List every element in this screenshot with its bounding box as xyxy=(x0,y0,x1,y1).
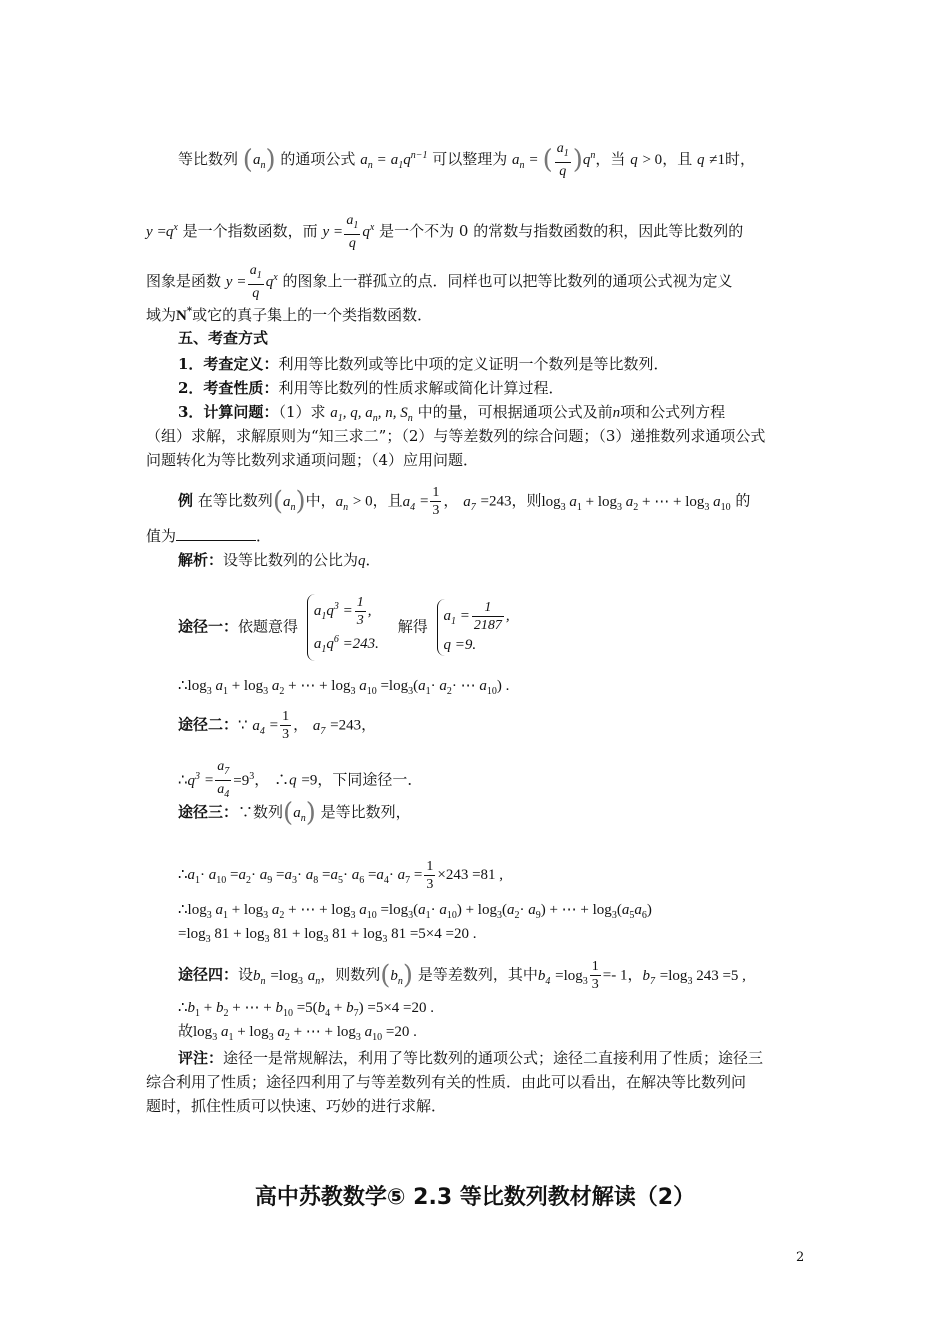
example-line-2: 值为 ． xyxy=(146,527,272,545)
footer-title: 高中苏教数学⑤ 2.3 等比数列教材解读（2） xyxy=(254,1185,696,1210)
comment-line-3: 题时，抓住性质可以快速、巧妙的进行求解． xyxy=(146,1097,447,1115)
way-1: 途径一：依题意得 $a_1q^3$ = $\frac{1}{3}$ , $a_1q^6 =243$. 解得 $a_1$ = $\frac{1}{2187}$ , q =9. xyxy=(178,594,810,661)
way-2: 途径二：∵ $a_4$ = $\frac{1}{3}$ ， $a_7 =243$， xyxy=(178,709,377,742)
way-1-result: $\therefore\log_3$ $a_1 + \log_3 a_2$ + ⋯ + $\log_3 a_{10} =\log_3(a_1\cdot a_2\cdot$ ⋯ $a_{10}$) . xyxy=(178,678,510,697)
section-heading: 五、考查方式 xyxy=(178,329,269,347)
item-3-line-2: （组）求解，求解原则为“知三求二”；（2）与等差数列的综合问题；（3）递推数列求通项公式 xyxy=(146,427,766,445)
intro-line-4: 域为N*或它的真子集上的一个类指数函数． xyxy=(146,306,433,324)
way-2-result: $\therefore q^3$ = $\frac{a_7}{a_4}$ $=9^3$， ∴q =9，下同途径一． xyxy=(178,759,423,800)
intro-line-3: 图象是函数 y = $\frac{a_1}{q}$ $q^x$ 的图象上一群孤立的点．同样也可以把等比数列的通项公式视为定义 xyxy=(146,263,733,301)
way-3: 途径三：∵数列$(a_n)$ 是等比数列， xyxy=(178,798,411,828)
way-4: 途径四：设$b_n =\log_3$ $a_n$，则数列$(b_n)$ 是等差数列，其中$b_4 =\log_3$ $\frac{1}{3}$ =- 1，$b_7 =\log_3$ 243 =5 , xyxy=(178,959,746,992)
way-4-sum: $\therefore b_1 + b_2$ + ⋯ + $b_{10} =5(b_4 + b_7) =5\times 4 =20$ . xyxy=(178,1000,434,1019)
item-3-line-3: 问题转化为等比数列求通项问题；（4）应用问题． xyxy=(146,451,479,469)
page-number: 2 xyxy=(796,1250,805,1265)
way-3-product: $\therefore a_1\cdot a_{10} =a_2\cdot a_9 =a_3\cdot a_8 =a_5\cdot a_6 =a_4\cdot a_7$ = $\frac{1}{3}$ ×243 =81 , xyxy=(178,859,504,892)
example-line-1: 例 在等比数列$(a_n)$中，$a_n > 0$，且$a_4$ = $\frac{1}{3}$ ， $a_7 =243$，则$\log_3 a_1 + \log_3 a_2$ + ⋯ + $\log_3 a_{10}$ 的 xyxy=(178,485,751,518)
item-2: 2．考查性质：利用等比数列的性质求解或简化计算过程． xyxy=(178,379,564,397)
intro-line-2: $y =q^x$ 是一个指数函数，而 y = $\frac{a_1}{q}$ $q^x$ 是一个不为 0 的常数与指数函数的积，因此等比数列的 xyxy=(146,213,744,251)
comment-line-2: 综合利用了性质；途径四利用了与等差数列有关的性质．由此可以看出，在解决等比数列问 xyxy=(146,1073,747,1091)
way-3-result: $=\log_3$ $81 + \log_3 81 + \log_3 81 + \log_3 81 =5\times 4 =20$ . xyxy=(178,926,477,945)
item-3: 3．计算问题：（1）求 $a_1$, q, $a_n$, n, $S_n$ 中的量，可根据通项公式及前n项和公式列方程 xyxy=(178,403,726,424)
answer-blank xyxy=(176,526,256,541)
analysis: 解析：设等比数列的公比为q． xyxy=(178,551,381,569)
item-1: 1．考查定义：利用等比数列或等比中项的定义证明一个数列是等比数列． xyxy=(178,355,669,373)
conclusion: 故$\log_3 a_1 + \log_3 a_2$ + ⋯ + $\log_3 a_{10} =20$ . xyxy=(178,1024,417,1043)
system-equations: $a_1q^3$ = $\frac{1}{3}$ , $a_1q^6 =243$. xyxy=(307,594,379,661)
system-solution: $a_1$ = $\frac{1}{2187}$ , q =9. xyxy=(437,599,510,656)
way-3-sum: $\therefore\log_3$ $a_1 + \log_3 a_2$ + ⋯ + $\log_3 a_{10} =\log_3(a_1\cdot a_{10}) + \log_3(a_2\cdot a_9)$ + ⋯ + $\log_3(a_5a_6)$ xyxy=(178,902,652,921)
comment-line-1: 评注：途径一是常规解法，利用了等比数列的通项公式；途径二直接利用了性质；途径三 xyxy=(178,1049,764,1067)
intro-line-1: 等比数列 $(a_n)$ 的通项公式 $a_n = a_1q^{n-1}$ 可以整理为 $a_n$ = ( $\frac{a_1}{q}$ )$q^n$，当 q > 0，且 q ≠1时， xyxy=(178,141,756,179)
